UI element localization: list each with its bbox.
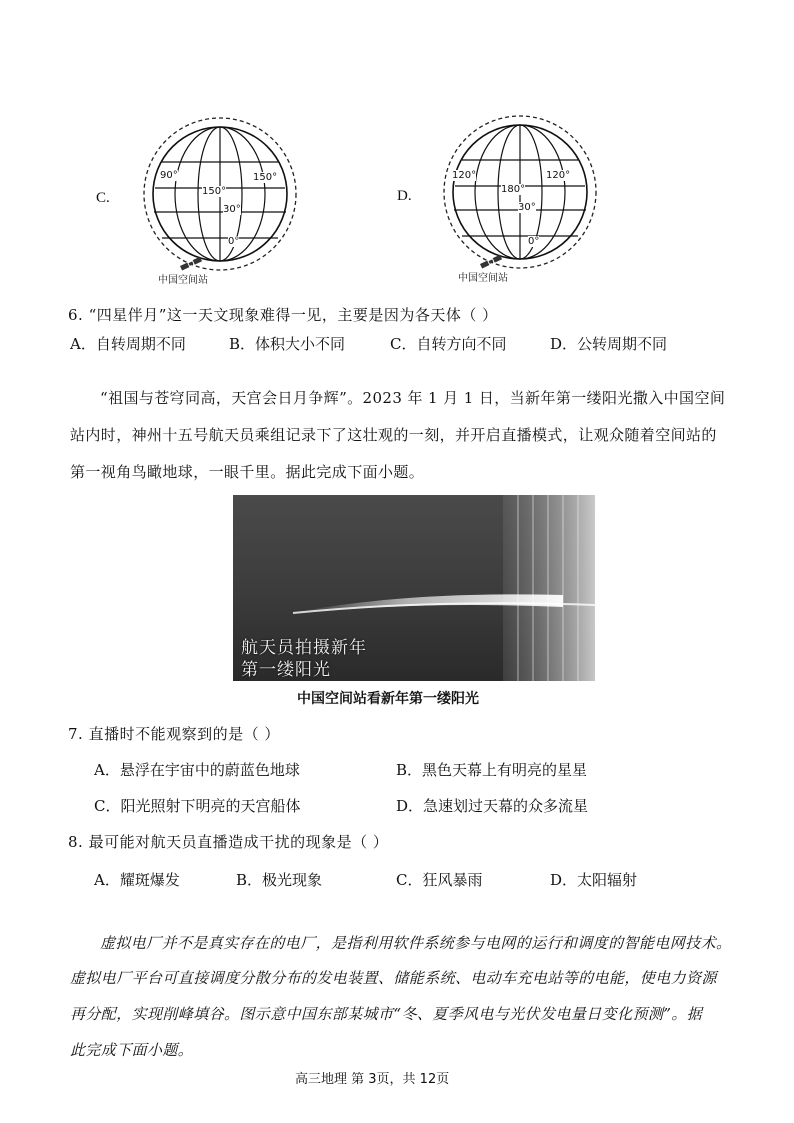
globe-c-lat-0: 0° <box>228 236 240 247</box>
globe-c-lat-30: 30° <box>223 204 241 215</box>
globe-figure-d <box>428 106 608 286</box>
question-7-option-c: C．阳光照射下明亮的天宫船体 <box>94 797 301 815</box>
space-station-photo <box>233 495 595 681</box>
question-8-stem: 8. 最可能对航天员直播造成干扰的现象是（ ） <box>68 833 389 851</box>
option-c-label: C. <box>96 190 110 206</box>
globe-d-lat-0: 0° <box>528 236 540 247</box>
option-d-label: D. <box>397 188 412 204</box>
globe-d-lon-right: 120° <box>546 170 571 181</box>
question-7-option-b: B．黑色天幕上有明亮的星星 <box>396 761 588 779</box>
question-6-option-a: A．自转周期不同 <box>70 335 186 353</box>
question-6-option-d: D．公转周期不同 <box>550 335 668 353</box>
passage-2-line-3: 再分配，实现削峰填谷。图示意中国东部某城市“冬、夏季风电与光伏发电量日变化预测”。据 <box>70 1005 703 1023</box>
page-footer: 高三地理 第 3页，共 12页 <box>295 1072 450 1087</box>
question-8-option-b: B．极光现象 <box>236 871 323 889</box>
globe-figure-c <box>128 108 308 288</box>
globe-c-lon-center: 150° <box>202 186 227 197</box>
question-6-option-c: C．自转方向不同 <box>390 335 507 353</box>
passage-1-line-1: “祖国与苍穹同高，天宫会日月争辉”。2023 年 1 月 1 日，当新年第一缕阳光撒入中国空间 <box>100 389 726 407</box>
globe-d-lat-30: 30° <box>518 202 536 213</box>
question-6-option-b: B．体积大小不同 <box>229 335 346 353</box>
photo-caption: 中国空间站看新年第一缕阳光 <box>297 691 479 707</box>
question-8-option-c: C．狂风暴雨 <box>396 871 483 889</box>
photo-overlay-line-2: 第一缕阳光 <box>241 660 331 680</box>
globe-c-drawing <box>128 108 308 288</box>
globe-d-lon-center: 180° <box>501 184 526 195</box>
passage-2-line-4: 此完成下面小题。 <box>70 1041 194 1059</box>
globe-c-lon-right: 150° <box>253 172 278 183</box>
globe-c-lon-left: 90° <box>160 170 178 181</box>
question-8-option-a: A．耀斑爆发 <box>94 871 180 889</box>
question-6-stem: 6. “四星伴月”这一天文现象难得一见，主要是因为各天体（ ） <box>68 306 498 324</box>
passage-1-line-3: 第一视角鸟瞰地球，一眼千里。据此完成下面小题。 <box>70 463 425 481</box>
photo-overlay-line-1: 航天员拍摄新年 <box>241 638 367 658</box>
question-7-stem: 7. 直播时不能观察到的是（ ） <box>68 725 280 743</box>
question-7-option-a: A．悬浮在宇宙中的蔚蓝色地球 <box>94 761 300 779</box>
globe-d-drawing <box>428 106 608 286</box>
globe-d-station-label: 中国空间站 <box>458 273 508 284</box>
question-8-option-d: D．太阳辐射 <box>550 871 638 889</box>
passage-2-line-2: 虚拟电厂平台可直接调度分散分布的发电装置、储能系统、电动车充电站等的电能，使电力资源 <box>70 969 717 987</box>
globe-d-lon-left: 120° <box>452 170 477 181</box>
question-7-option-d: D．急速划过天幕的众多流星 <box>396 797 589 815</box>
globe-c-station-label: 中国空间站 <box>158 275 208 286</box>
passage-1-line-2: 站内时，神州十五号航天员乘组记录下了这壮观的一刻，并开启直播模式，让观众随着空间站的 <box>70 426 717 444</box>
passage-2-line-1: 虚拟电厂并不是真实存在的电厂，是指利用软件系统参与电网的运行和调度的智能电网技术。 <box>100 934 732 952</box>
